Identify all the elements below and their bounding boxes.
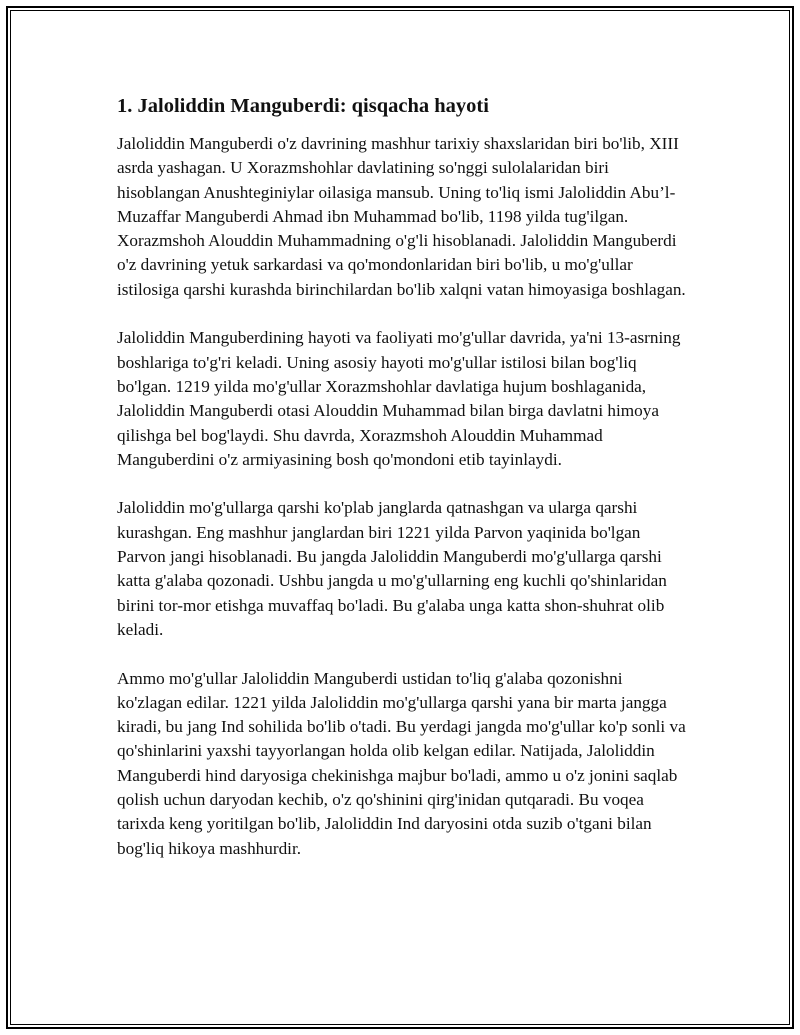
section-heading: 1. Jaloliddin Manguberdi: qisqacha hayoti	[117, 95, 489, 117]
paragraph-1: Jaloliddin Manguberdi o'z davrining mashhur tarixiy shaxslaridan biri bo'lib, XIII asrda yashagan. U Xorazmshohlar davlatining so'nggi sulolalaridan biri hisoblangan Anushteginiylar oilasiga mansub. Uning to'liq ismi Jaloliddin Abu’l-Muzaffar Manguberdi Ahmad ibn Muhammad bo'lib, 1198 yilda tug'ilgan. Xorazmshoh Alouddin Muhammadning o'g'li hisoblanadi. Jaloliddin Manguberdi o'z davrining yetuk sarkardasi va qo'mondonlaridan biri bo'lib, u mo'g'ullar istilosiga qarshi kurashda birinchilardan bo'lib xalqni vatan himoyasiga boshlagan.	[117, 134, 686, 299]
paragraph-4: Ammo mo'g'ullar Jaloliddin Manguberdi ustidan to'liq g'alaba qozonishni ko'zlagan edilar. 1221 yilda Jaloliddin mo'g'ullarga qarshi yana bir marta jangga kiradi, bu jang Ind sohilida bo'lib o'tadi. Bu yerdagi jangda mo'g'ullar ko'p sonli va qo'shinlarini yaxshi tayyorlangan holda olib kelgan edilar. Natijada, Jaloliddin Manguberdi hind daryosiga chekinishga majbur bo'ladi, ammo u o'z jonini saqlab qolish uchun daryodan kechib, o'z qo'shinini qirg'inidan qutqaradi. Bu voqea tarixda keng yoritilgan bo'lib, Jaloliddin Ind daryosini otda suzib o'tgani bilan bog'liq hikoya mashhurdir.	[117, 668, 686, 858]
document-body	[117, 92, 691, 885]
paragraph-2: Jaloliddin Manguberdining hayoti va faoliyati mo'g'ullar davrida, ya'ni 13-asrning boshlariga to'g'ri keladi. Uning asosiy hayoti mo'g'ullar istilosi bilan bog'liq bo'lgan. 1219 yilda mo'g'ullar Xorazmshohlar davlatiga hujum boshlaganida, Jaloliddin Manguberdi otasi Alouddin Muhammad bilan birga davlatni himoya qilishga bel bog'laydi. Shu davrda, Xorazmshoh Alouddin Muhammad Manguberdini o'z armiyasining bosh qo'mondoni etib tayinlaydi.	[117, 328, 681, 469]
paragraph-3: Jaloliddin mo'g'ullarga qarshi ko'plab janglarda qatnashgan va ularga qarshi kurashgan. Eng mashhur janglardan biri 1221 yilda Parvon yaqinida bo'lgan Parvon jangi hisoblanadi. Bu jangda Jaloliddin Manguberdi mo'g'ullarga qarshi katta g'alaba qozonadi. Ushbu jangda u mo'g'ullarning eng kuchli qo'shinlaridan birini tor-mor etishga muvaffaq bo'ladi. Bu g'alaba unga katta shon-shuhrat olib keladi.	[117, 498, 667, 639]
